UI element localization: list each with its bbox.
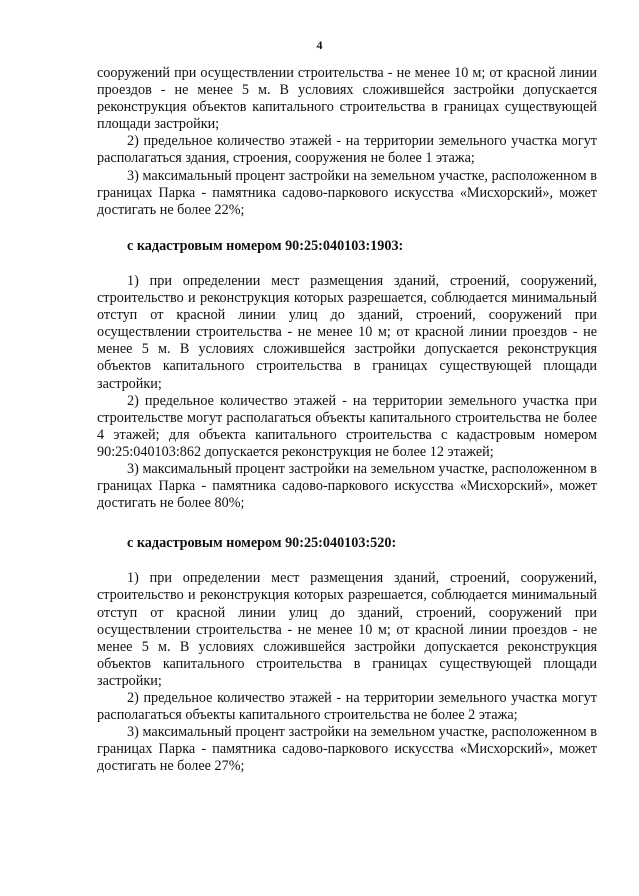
coverage-percent-paragraph: 3) максимальный процент застройки на земельном участке, расположенном в границах Парка - памятника садово-паркового искусства «Мисхорский», может достигать не более 22%; (97, 167, 597, 218)
spacer (97, 552, 597, 570)
continuation-paragraph: сооружений при осуществлении строительства - не менее 10 м; от красной линии проездов - не менее 5 м. В условиях сложившейся застройки допускается реконструкция объектов капитального строительства в границах существующей площади застройки; (97, 65, 597, 133)
coverage-percent-paragraph-1903: 3) максимальный процент застройки на земельном участке, расположенном в границах Парка - памятника садово-паркового искусства «Мисхорский», может достигать не более 80%; (97, 460, 597, 512)
setback-paragraph-1903: 1) при определении мест размещения зданий, строений, сооружений, строительство и реконструкция которых разрешается, соблюдается минимальный отступ от красной линии улиц до зданий, строений, сооружений при осуществлении строительства - не менее 10 м; от красной линии проездов - не менее 5 м. В условиях сложившейся застройки допускается реконструкция объектов капитального строительства в границах существующей площади застройки; (97, 272, 597, 392)
setback-paragraph-520: 1) при определении мест размещения зданий, строений, сооружений, строительство и реконструкция которых разрешается, соблюдается минимальный отступ от красной линии улиц до зданий, строений, сооружений при осуществлении строительства - не менее 10 м; от красной линии проездов - не менее 5 м. В условиях сложившейся застройки допускается реконструкция объектов капитального строительства в границах существующей площади застройки; (97, 570, 597, 689)
page-number: 4 (316, 38, 323, 52)
floors-limit-paragraph-1903: 2) предельное количество этажей - на территории земельного участка при строительстве могут располагаться объекты капитального строительства не более 4 этажей; для объекта капитального строительства с кадастровым номером 90:25:040103:862 допускается реконструкция не более 12 этажей; (97, 392, 597, 460)
spacer (97, 255, 597, 273)
coverage-percent-paragraph-520: 3) максимальный процент застройки на земельном участке, расположенном в границах Парка - памятника садово-паркового искусства «Мисхорский», может достигать не более 27%; (97, 724, 597, 775)
section-heading-520: с кадастровым номером 90:25:040103:520: (127, 535, 397, 552)
spacer (97, 219, 597, 238)
section-heading-1903: с кадастровым номером 90:25:040103:1903: (127, 237, 404, 254)
document-body (97, 65, 597, 775)
floors-limit-paragraph: 2) предельное количество этажей - на территории земельного участка могут располагаться здания, строения, сооружения не более 1 этажа; (97, 133, 597, 167)
floors-limit-paragraph-520: 2) предельное количество этажей - на территории земельного участка могут располагаться объекты капитального строительства не более 2 этажа; (97, 690, 597, 724)
spacer (97, 512, 597, 535)
